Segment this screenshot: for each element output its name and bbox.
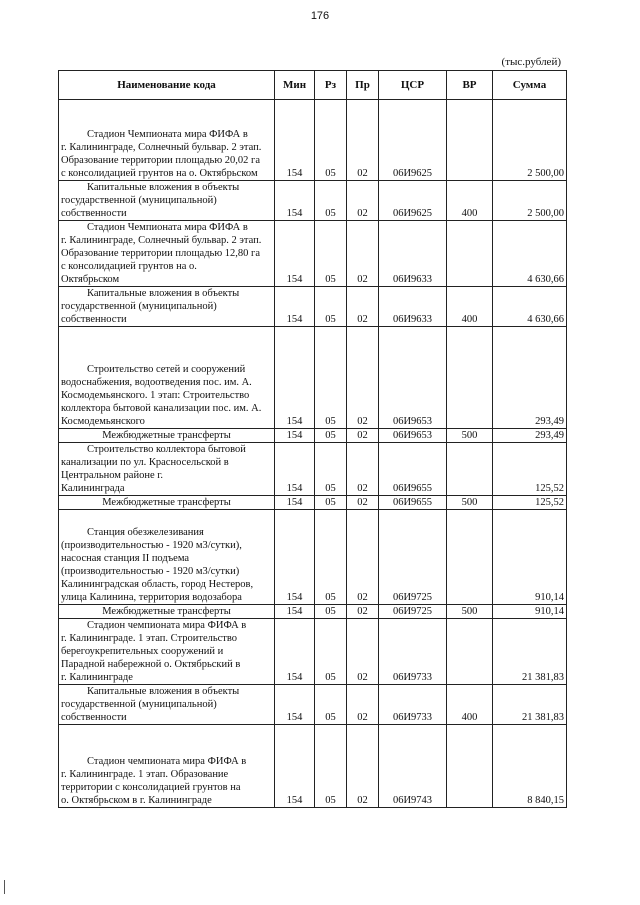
- cell-rz: 05: [315, 496, 347, 510]
- cell-name-line: государственной (муниципальной): [61, 195, 217, 206]
- cell-sum: 125,52: [493, 496, 567, 510]
- cell-csr: 06И9733: [379, 685, 447, 725]
- cell-vr: 500: [447, 429, 493, 443]
- budget-table: [58, 70, 567, 808]
- table-row: [59, 619, 567, 685]
- cell-name-line: Межбюджетные трансферты: [102, 430, 231, 441]
- cell-name-line: улица Калинина, территория водозабора: [61, 592, 242, 603]
- cell-name-line: собственности: [61, 712, 127, 723]
- cell-name-line: собственности: [61, 314, 127, 325]
- cell-name-line: Стадион чемпионата мира ФИФА в: [87, 620, 247, 631]
- cell-name: [59, 725, 275, 808]
- cell-sum: 293,49: [493, 327, 567, 429]
- cell-min: 154: [275, 429, 315, 443]
- cell-name-line: Строительство сетей и сооружений: [87, 364, 246, 375]
- units-label: (тыс.рублей): [501, 56, 561, 68]
- cell-sum: 910,14: [493, 605, 567, 619]
- cell-name-line: Октябрьском: [61, 274, 120, 285]
- cell-pr: 02: [347, 496, 379, 510]
- cell-name: [59, 496, 275, 510]
- cell-name-line: (производительностью - 1920 м3/сутки): [61, 566, 240, 577]
- cell-name: [59, 221, 275, 287]
- cell-name: [59, 287, 275, 327]
- table-row: [59, 685, 567, 725]
- cell-min: 154: [275, 725, 315, 808]
- table-row: [59, 327, 567, 429]
- cell-vr: [447, 443, 493, 496]
- cell-sum: 2 500,00: [493, 181, 567, 221]
- table-row: [59, 510, 567, 605]
- cell-name-line: Образование территории площадью 20,02 га: [61, 155, 261, 166]
- cell-rz: 05: [315, 443, 347, 496]
- cell-name-line: с консолидацией грунтов на о.: [61, 261, 197, 272]
- cell-csr: 06И9733: [379, 619, 447, 685]
- cell-rz: 05: [315, 327, 347, 429]
- cell-name: [59, 605, 275, 619]
- cell-name-line: г. Калининграде, Солнечный бульвар. 2 этап.: [61, 235, 262, 246]
- header-vr: ВР: [447, 71, 493, 100]
- cell-name: [59, 685, 275, 725]
- cell-name-line: Космодемьянского: [61, 416, 145, 427]
- cell-csr: 06И9633: [379, 221, 447, 287]
- cell-sum: 4 630,66: [493, 221, 567, 287]
- cell-name-line: г. Калининграде: [61, 672, 133, 683]
- cell-name-line: Межбюджетные трансферты: [102, 497, 231, 508]
- cell-name: [59, 510, 275, 605]
- cell-vr: 500: [447, 496, 493, 510]
- cell-name-line: Центральном районе г.: [61, 470, 163, 481]
- cell-rz: 05: [315, 429, 347, 443]
- cell-pr: 02: [347, 619, 379, 685]
- cell-csr: 06И9653: [379, 327, 447, 429]
- cell-rz: 05: [315, 725, 347, 808]
- cell-min: 154: [275, 287, 315, 327]
- cell-csr: 06И9743: [379, 725, 447, 808]
- cell-sum: 293,49: [493, 429, 567, 443]
- cell-name: [59, 429, 275, 443]
- cell-csr: 06И9625: [379, 181, 447, 221]
- cell-name-line: канализации по ул. Красносельской в: [61, 457, 229, 468]
- cell-min: 154: [275, 443, 315, 496]
- cell-vr: [447, 221, 493, 287]
- cell-rz: 05: [315, 510, 347, 605]
- cell-pr: 02: [347, 429, 379, 443]
- cell-name-line: Стадион Чемпионата мира ФИФА в: [87, 222, 248, 233]
- cell-name-line: Космодемьянского. 1 этап: Строительство: [61, 390, 250, 401]
- cell-csr: 06И9725: [379, 605, 447, 619]
- cell-vr: [447, 327, 493, 429]
- cell-csr: 06И9625: [379, 100, 447, 181]
- cell-min: 154: [275, 181, 315, 221]
- cell-csr: 06И9655: [379, 443, 447, 496]
- cell-name-line: Межбюджетные трансферты: [102, 606, 231, 617]
- table-row: [59, 725, 567, 808]
- table-row: [59, 605, 567, 619]
- cell-name: [59, 619, 275, 685]
- cell-name-line: г. Калининграде. 1 этап. Образование: [61, 769, 229, 780]
- header-min: Мин: [275, 71, 315, 100]
- cell-min: 154: [275, 100, 315, 181]
- page-number: 176: [310, 10, 330, 22]
- table-row: [59, 429, 567, 443]
- cell-name: [59, 181, 275, 221]
- cell-sum: 2 500,00: [493, 100, 567, 181]
- cell-rz: 05: [315, 181, 347, 221]
- cell-min: 154: [275, 327, 315, 429]
- cell-name: [59, 443, 275, 496]
- cell-rz: 05: [315, 287, 347, 327]
- header-csr: ЦСР: [379, 71, 447, 100]
- cell-sum: 910,14: [493, 510, 567, 605]
- cell-pr: 02: [347, 685, 379, 725]
- cell-sum: 125,52: [493, 443, 567, 496]
- cell-name-line: Станция обезжелезивания: [87, 527, 204, 538]
- cell-pr: 02: [347, 100, 379, 181]
- cell-pr: 02: [347, 327, 379, 429]
- cell-vr: 400: [447, 287, 493, 327]
- cell-name-line: Стадион Чемпионата мира ФИФА в: [87, 129, 248, 140]
- cell-vr: 500: [447, 605, 493, 619]
- cell-name-line: берегоукрепительных сооружений и: [61, 646, 224, 657]
- cell-min: 154: [275, 685, 315, 725]
- cell-name-line: Калининградская область, город Нестеров,: [61, 579, 254, 590]
- cell-name-line: Парадной набережной о. Октябрьский в: [61, 659, 241, 670]
- cell-min: 154: [275, 496, 315, 510]
- cell-pr: 02: [347, 605, 379, 619]
- cell-name: [59, 327, 275, 429]
- cell-name-line: (производительностью - 1920 м3/сутки),: [61, 540, 242, 551]
- cell-name-line: коллектора бытовой канализации пос. им. А.: [61, 403, 262, 414]
- cell-name-line: водоснабжения, водоотведения пос. им. А.: [61, 377, 252, 388]
- cell-vr: [447, 510, 493, 605]
- cell-pr: 02: [347, 287, 379, 327]
- cell-pr: 02: [347, 510, 379, 605]
- cell-pr: 02: [347, 725, 379, 808]
- cell-name-line: с консолидацией грунтов на о. Октябрьском: [61, 168, 258, 179]
- cell-name-line: Капитальные вложения в объекты: [87, 288, 240, 299]
- cell-csr: 06И9725: [379, 510, 447, 605]
- cell-pr: 02: [347, 181, 379, 221]
- cell-rz: 05: [315, 685, 347, 725]
- cell-min: 154: [275, 510, 315, 605]
- table-row: [59, 496, 567, 510]
- cell-sum: 21 381,83: [493, 619, 567, 685]
- cell-csr: 06И9653: [379, 429, 447, 443]
- cell-vr: [447, 725, 493, 808]
- table-row: [59, 181, 567, 221]
- table-row: [59, 100, 567, 181]
- cell-name-line: Калининграда: [61, 483, 125, 494]
- cell-csr: 06И9633: [379, 287, 447, 327]
- cell-min: 154: [275, 605, 315, 619]
- cell-csr: 06И9655: [379, 496, 447, 510]
- cell-name-line: государственной (муниципальной): [61, 699, 217, 710]
- cell-name-line: Строительство коллектора бытовой: [87, 444, 246, 455]
- cell-name-line: собственности: [61, 208, 127, 219]
- table-row: [59, 287, 567, 327]
- cell-name-line: насосная станция II подъема: [61, 553, 190, 564]
- cell-sum: 21 381,83: [493, 685, 567, 725]
- cell-name-line: Капитальные вложения в объекты: [87, 686, 240, 697]
- cell-name-line: г. Калининграде. 1 этап. Строительство: [61, 633, 238, 644]
- cell-name-line: государственной (муниципальной): [61, 301, 217, 312]
- table-header-row: [59, 71, 567, 100]
- cell-name-line: о. Октябрьском в г. Калининграде: [61, 795, 212, 806]
- cell-sum: 4 630,66: [493, 287, 567, 327]
- header-pr: Пр: [347, 71, 379, 100]
- cell-rz: 05: [315, 100, 347, 181]
- header-rz: Рз: [315, 71, 347, 100]
- cell-vr: [447, 100, 493, 181]
- cell-name-line: г. Калининграде, Солнечный бульвар. 2 этап.: [61, 142, 262, 153]
- cell-rz: 05: [315, 619, 347, 685]
- cell-name-line: территории с консолидацией грунтов на: [61, 782, 241, 793]
- cell-name: [59, 100, 275, 181]
- cell-pr: 02: [347, 443, 379, 496]
- cell-rz: 05: [315, 221, 347, 287]
- cell-name-line: Капитальные вложения в объекты: [87, 182, 240, 193]
- table-row: [59, 443, 567, 496]
- cell-min: 154: [275, 221, 315, 287]
- header-sum: Сумма: [493, 71, 567, 100]
- cell-vr: 400: [447, 685, 493, 725]
- cell-sum: 8 840,15: [493, 725, 567, 808]
- cell-vr: 400: [447, 181, 493, 221]
- cell-rz: 05: [315, 605, 347, 619]
- cell-pr: 02: [347, 221, 379, 287]
- header-name: Наименование кода: [59, 71, 275, 100]
- cell-name-line: Образование территории площадью 12,80 га: [61, 248, 261, 259]
- table-row: [59, 221, 567, 287]
- cell-vr: [447, 619, 493, 685]
- cell-min: 154: [275, 619, 315, 685]
- cell-name-line: Стадион чемпионата мира ФИФА в: [87, 756, 247, 767]
- margin-mark: [4, 880, 5, 894]
